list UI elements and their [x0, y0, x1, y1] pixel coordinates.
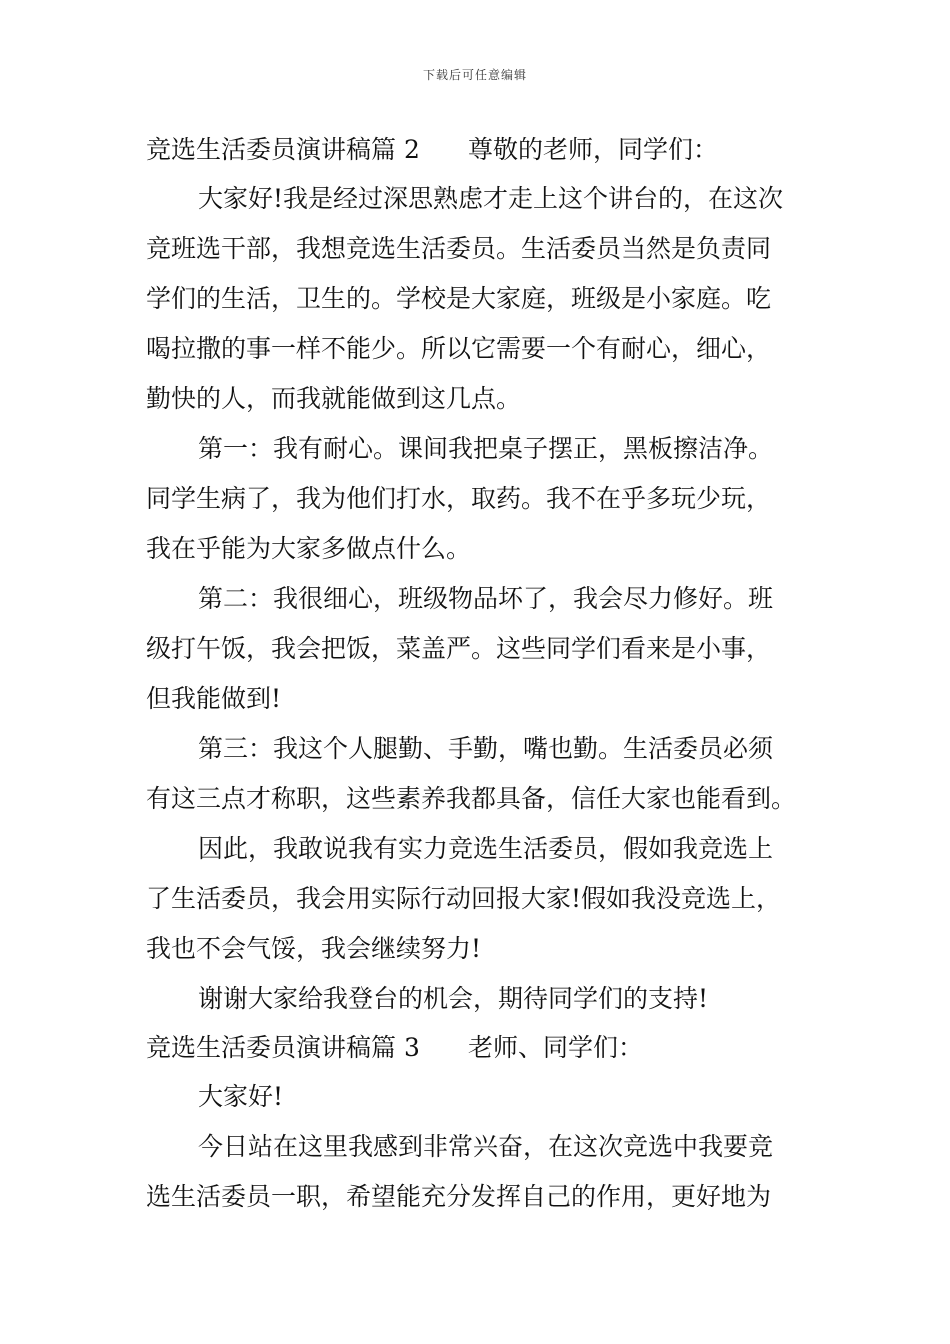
- section-3-greeting: 老师、同学们：: [468, 1033, 644, 1062]
- text-line: 竞班选干部，我想竞选生活委员。生活委员当然是负责同: [146, 234, 772, 263]
- text-line: 喝拉撒的事一样不能少。所以它需要一个有耐心，细心，: [146, 334, 772, 363]
- section-2-heading: [146, 126, 808, 174]
- text-line: 级打午饭，我会把饭，菜盖严。这些同学们看来是小事，: [146, 634, 772, 663]
- section-2-title: 竞选生活委员演讲稿篇 2: [146, 135, 420, 164]
- text-line: 第一：我有耐心。课间我把桌子摆正，黑板擦洁净。: [198, 434, 774, 463]
- text-line: 我也不会气馁，我会继续努力!: [146, 934, 482, 963]
- document-body: [146, 126, 808, 1222]
- text-line: 了生活委员，我会用实际行动回报大家!假如我没竞选上，: [146, 884, 782, 913]
- text-line: 第二：我很细心，班级物品坏了，我会尽力修好。班: [198, 584, 774, 613]
- section-2-paragraphs: [146, 174, 808, 1024]
- text-line: 有这三点才称职，这些素养我都具备，信任大家也能看到。: [146, 784, 797, 813]
- header-watermark: 下载后可任意编辑: [422, 68, 527, 82]
- text-line: 大家好!我是经过深思熟虑才走上这个讲台的，在这次: [198, 184, 784, 213]
- section-3-title: 竞选生活委员演讲稿篇 3: [146, 1033, 420, 1062]
- text-line: 谢谢大家给我登台的机会，期待同学们的支持!: [198, 984, 709, 1013]
- text-line: 今日站在这里我感到非常兴奋，在这次竞选中我要竞: [198, 1132, 774, 1161]
- section-3-paragraphs: [146, 1072, 808, 1222]
- text-line: 大家好!: [198, 1082, 284, 1111]
- text-line: 选生活委员一职，希望能充分发挥自己的作用，更好地为: [146, 1182, 772, 1211]
- text-line: 学们的生活，卫生的。学校是大家庭，班级是小家庭。吃: [146, 284, 772, 313]
- text-line: 因此，我敢说我有实力竞选生活委员，假如我竞选上: [198, 834, 774, 863]
- section-2-greeting: 尊敬的老师，同学们：: [468, 135, 719, 164]
- text-line: 我在乎能为大家多做点什么。: [146, 534, 472, 563]
- text-line: 同学生病了，我为他们打水，取药。我不在乎多玩少玩，: [146, 484, 772, 513]
- section-3-heading: [146, 1024, 808, 1072]
- text-line: 勤快的人，而我就能做到这几点。: [146, 384, 522, 413]
- text-line: 第三：我这个人腿勤、手勤，嘴也勤。生活委员必须: [198, 734, 774, 763]
- text-line: 但我能做到!: [146, 684, 282, 713]
